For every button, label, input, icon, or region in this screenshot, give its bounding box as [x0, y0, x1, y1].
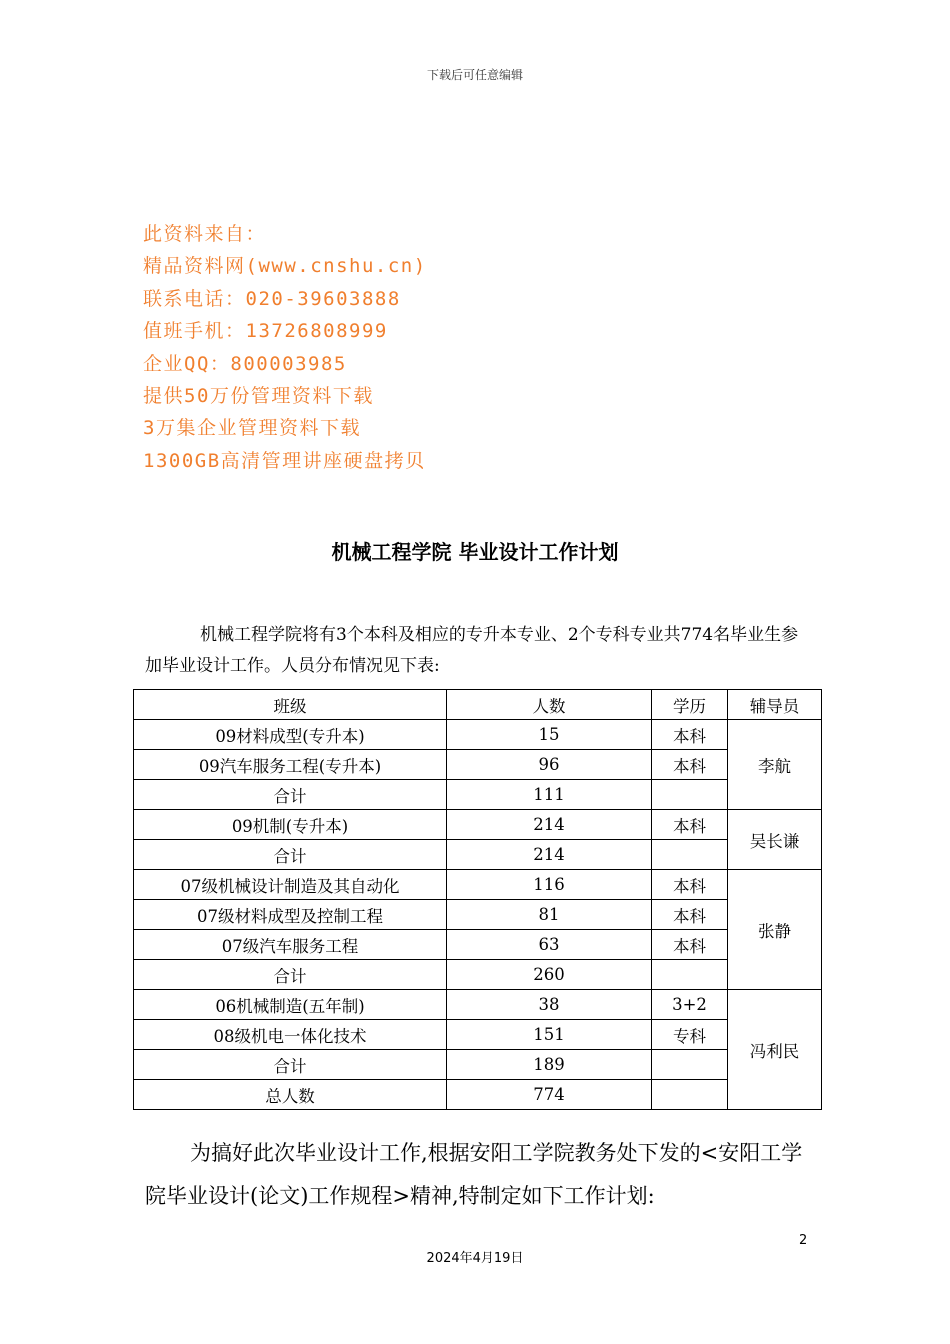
count-cell: 214: [447, 810, 652, 840]
promo-line: 提供50万份管理资料下载: [143, 384, 374, 407]
degree-cell: [652, 960, 728, 990]
count-cell: 774: [447, 1080, 652, 1110]
count-cell: 15: [447, 720, 652, 750]
table-row: [134, 990, 822, 1020]
degree-cell: [652, 1080, 728, 1110]
count-cell: 116: [447, 870, 652, 900]
promo-line: 3万集企业管理资料下载: [143, 417, 361, 440]
table-row: [134, 960, 822, 990]
count-cell: 151: [447, 1020, 652, 1050]
degree-cell: 本科: [652, 810, 728, 840]
intro-text: 机械工程学院将有3个本科及相应的专升本专业、2个专科专业共774名毕业生参加毕业设计工作。人员分布情况见下表:: [145, 625, 799, 676]
counselor-cell: 张静: [728, 870, 822, 990]
degree-cell: 本科: [652, 870, 728, 900]
table-row: [134, 1080, 822, 1110]
promo-line: 企业QQ：800003985: [143, 352, 347, 375]
header-note: 下载后可任意编辑: [426, 68, 523, 82]
promo-line: 联系电话：020-39603888: [143, 287, 401, 310]
class-cell: 09材料成型(专升本): [134, 720, 447, 750]
table-row: [134, 870, 822, 900]
header-cell: 辅导员: [728, 690, 822, 720]
table-row: [134, 750, 822, 780]
count-cell: 111: [447, 780, 652, 810]
promo-line: 此资料来自：: [143, 223, 267, 245]
class-cell: 07级汽车服务工程: [134, 930, 447, 960]
document-title: 机械工程学院 毕业设计工作计划: [331, 540, 619, 564]
promo-block: [143, 220, 427, 479]
table-header-row: [134, 690, 822, 720]
table-row: [134, 1020, 822, 1050]
class-cell: 合计: [134, 780, 447, 810]
table-row: [134, 720, 822, 750]
graduate-table: [133, 689, 822, 1110]
count-cell: 189: [447, 1050, 652, 1080]
class-cell: 总人数: [134, 1080, 447, 1110]
class-cell: 09机制(专升本): [134, 810, 447, 840]
counselor-cell: 吴长谦: [728, 810, 822, 870]
class-cell: 07级机械设计制造及其自动化: [134, 870, 447, 900]
class-cell: 合计: [134, 960, 447, 990]
class-cell: 合计: [134, 840, 447, 870]
table-row: [134, 1050, 822, 1080]
degree-cell: [652, 1050, 728, 1080]
class-cell: 06机械制造(五年制): [134, 990, 447, 1020]
class-cell: 09汽车服务工程(专升本): [134, 750, 447, 780]
degree-cell: 本科: [652, 930, 728, 960]
degree-cell: 本科: [652, 750, 728, 780]
class-cell: 08级机电一体化技术: [134, 1020, 447, 1050]
count-cell: 38: [447, 990, 652, 1020]
degree-cell: [652, 780, 728, 810]
promo-line: 值班手机：13726808999: [143, 320, 388, 343]
promo-line: 精品资料网(www.cnshu.cn): [143, 255, 427, 278]
footer-date: 2024年4月19日: [426, 1251, 524, 1266]
closing-paragraph: [145, 1132, 815, 1218]
degree-cell: 本科: [652, 900, 728, 930]
degree-cell: [652, 840, 728, 870]
table-row: [134, 810, 822, 840]
table-row: [134, 900, 822, 930]
count-cell: 81: [447, 900, 652, 930]
count-cell: 96: [447, 750, 652, 780]
counselor-cell: 李航: [728, 720, 822, 810]
count-cell: 214: [447, 840, 652, 870]
degree-cell: 专科: [652, 1020, 728, 1050]
table-row: [134, 840, 822, 870]
header-cell: 班级: [134, 690, 447, 720]
header-cell: 人数: [447, 690, 652, 720]
closing-text: 为搞好此次毕业设计工作,根据安阳工学院教务处下发的<安阳工学院毕业设计(论文)工作规程>精神,特制定如下工作计划:: [145, 1141, 803, 1208]
table-row: [134, 930, 822, 960]
header-cell: 学历: [652, 690, 728, 720]
class-cell: 合计: [134, 1050, 447, 1080]
degree-cell: 3+2: [652, 990, 728, 1020]
page-number: 2: [799, 1233, 808, 1248]
count-cell: 260: [447, 960, 652, 990]
class-cell: 07级材料成型及控制工程: [134, 900, 447, 930]
promo-line: 1300GB高清管理讲座硬盘拷贝: [143, 449, 426, 472]
degree-cell: 本科: [652, 720, 728, 750]
count-cell: 63: [447, 930, 652, 960]
intro-paragraph: [145, 620, 815, 682]
counselor-cell: 冯利民: [728, 990, 822, 1110]
table-row: [134, 780, 822, 810]
